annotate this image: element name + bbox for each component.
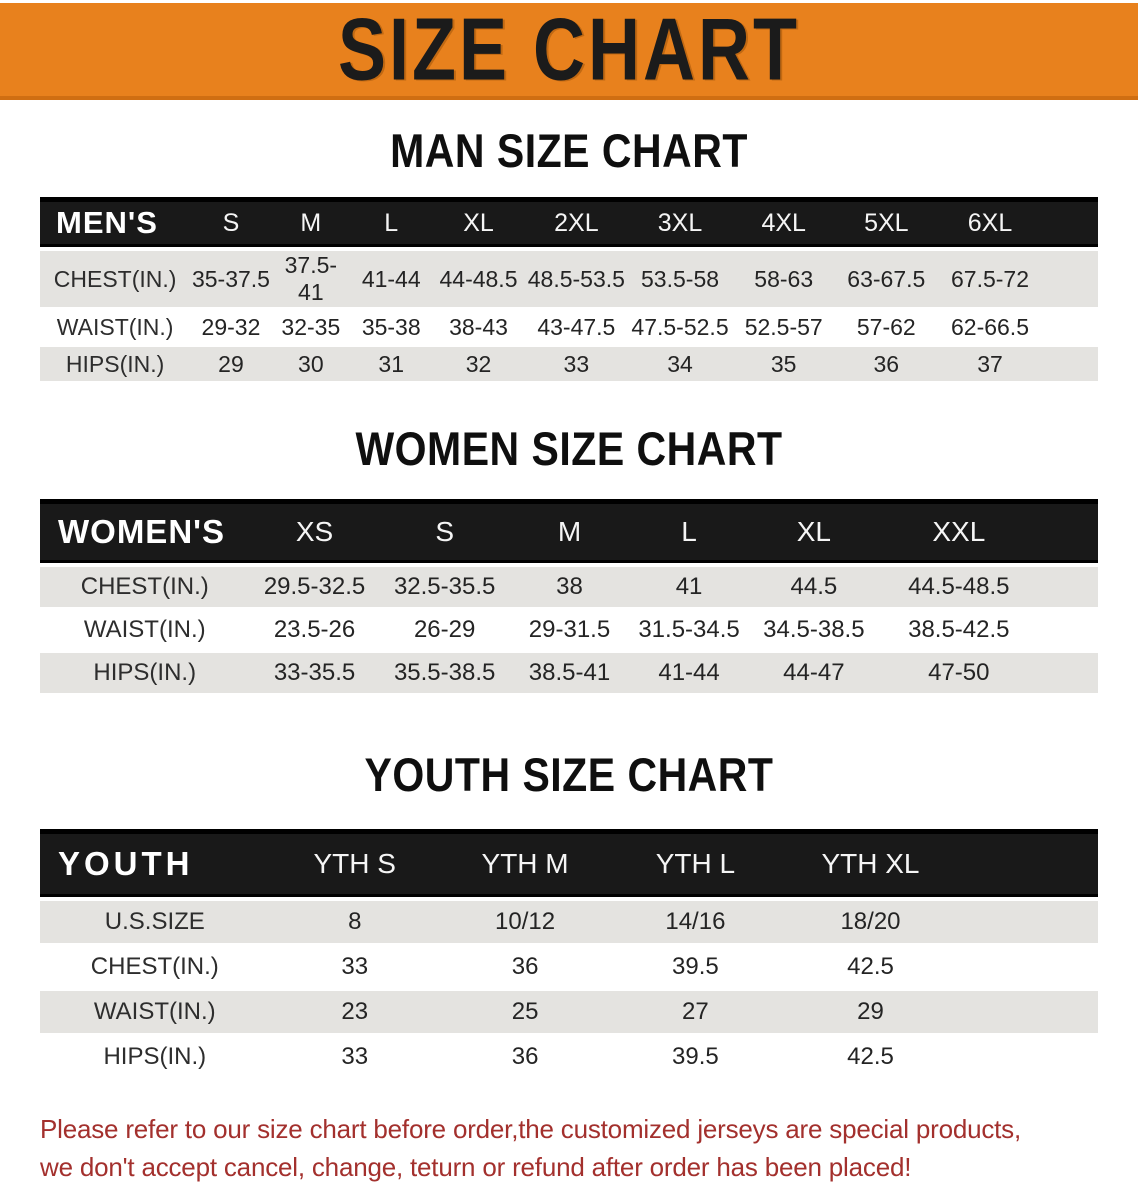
size-value-cell: 44.5-48.5 xyxy=(879,565,1039,609)
size-value-cell: 52.5-57 xyxy=(732,309,836,346)
size-value-cell: 37 xyxy=(937,346,1043,383)
table-header-row xyxy=(40,830,1098,899)
size-value-cell: 36 xyxy=(440,945,610,990)
filler-cell xyxy=(960,1035,1098,1080)
table-row xyxy=(40,249,1098,309)
size-column-header: S xyxy=(190,198,271,249)
size-value-cell: 48.5-53.5 xyxy=(525,249,629,309)
size-value-cell: 27 xyxy=(610,990,780,1035)
size-value-cell: 39.5 xyxy=(610,1035,780,1080)
size-value-cell: 29.5-32.5 xyxy=(249,565,379,609)
filler-cell xyxy=(960,899,1098,945)
size-value-cell: 26-29 xyxy=(380,609,510,652)
row-label: CHEST(IN.) xyxy=(40,565,249,609)
size-value-cell: 23 xyxy=(270,990,440,1035)
man-size-chart-title: MAN SIZE CHART xyxy=(390,124,748,178)
table-row xyxy=(40,990,1098,1035)
size-value-cell: 14/16 xyxy=(610,899,780,945)
size-column-header: XL xyxy=(749,500,879,565)
size-value-cell: 33 xyxy=(270,945,440,990)
size-value-cell: 37.5-41 xyxy=(272,249,350,309)
size-value-cell: 33 xyxy=(525,346,629,383)
size-value-cell: 44-47 xyxy=(749,652,879,695)
size-column-header: 2XL xyxy=(525,198,629,249)
disclaimer-line-1: Please refer to our size chart before order,the customized jerseys are special products, xyxy=(40,1114,1022,1144)
size-value-cell: 41-44 xyxy=(350,249,433,309)
size-value-cell: 38 xyxy=(510,565,630,609)
size-value-cell: 31 xyxy=(350,346,433,383)
size-column-header: 4XL xyxy=(732,198,836,249)
size-value-cell: 57-62 xyxy=(836,309,938,346)
size-value-cell: 44-48.5 xyxy=(432,249,524,309)
table-row xyxy=(40,309,1098,346)
size-value-cell: 34.5-38.5 xyxy=(749,609,879,652)
filler-cell xyxy=(1039,565,1098,609)
filler-cell xyxy=(1039,609,1098,652)
size-value-cell: 38-43 xyxy=(432,309,524,346)
size-value-cell: 8 xyxy=(270,899,440,945)
size-value-cell: 10/12 xyxy=(440,899,610,945)
size-value-cell: 38.5-42.5 xyxy=(879,609,1039,652)
size-value-cell: 35-38 xyxy=(350,309,433,346)
size-column-header: XS xyxy=(249,500,379,565)
size-value-cell: 34 xyxy=(628,346,732,383)
filler-cell xyxy=(1043,249,1098,309)
youth-size-table xyxy=(40,829,1098,1081)
size-value-cell: 36 xyxy=(836,346,938,383)
filler-cell xyxy=(960,945,1098,990)
size-value-cell: 31.5-34.5 xyxy=(629,609,749,652)
size-value-cell: 29-32 xyxy=(190,309,271,346)
size-chart-banner xyxy=(0,0,1138,100)
size-value-cell: 42.5 xyxy=(781,945,961,990)
row-label: U.S.SIZE xyxy=(40,899,270,945)
table-row xyxy=(40,652,1098,695)
size-value-cell: 41 xyxy=(629,565,749,609)
size-column-header: XXL xyxy=(879,500,1039,565)
size-column-header: YTH S xyxy=(270,830,440,899)
size-value-cell: 39.5 xyxy=(610,945,780,990)
size-column-header: YTH XL xyxy=(781,830,961,899)
size-value-cell: 36 xyxy=(440,1035,610,1080)
table-header-label: YOUTH xyxy=(40,830,270,899)
size-value-cell: 29 xyxy=(190,346,271,383)
size-value-cell: 43-47.5 xyxy=(525,309,629,346)
size-column-header: L xyxy=(350,198,433,249)
youth-size-chart-title: YOUTH SIZE CHART xyxy=(364,748,774,802)
size-value-cell: 53.5-58 xyxy=(628,249,732,309)
row-label: HIPS(IN.) xyxy=(40,346,190,383)
size-column-header: M xyxy=(272,198,350,249)
filler-cell xyxy=(1039,652,1098,695)
row-label: CHEST(IN.) xyxy=(40,945,270,990)
size-value-cell: 63-67.5 xyxy=(836,249,938,309)
row-label: WAIST(IN.) xyxy=(40,309,190,346)
header-filler xyxy=(1039,500,1098,565)
table-row xyxy=(40,346,1098,383)
size-value-cell: 38.5-41 xyxy=(510,652,630,695)
size-value-cell: 30 xyxy=(272,346,350,383)
table-header-row xyxy=(40,198,1098,249)
table-row xyxy=(40,1035,1098,1080)
size-value-cell: 35-37.5 xyxy=(190,249,271,309)
table-row xyxy=(40,609,1098,652)
size-column-header: 5XL xyxy=(836,198,938,249)
size-column-header: 3XL xyxy=(628,198,732,249)
header-filler xyxy=(960,830,1098,899)
banner-title: SIZE CHART xyxy=(338,0,800,99)
size-value-cell: 35.5-38.5 xyxy=(380,652,510,695)
size-value-cell: 33-35.5 xyxy=(249,652,379,695)
filler-cell xyxy=(960,990,1098,1035)
size-value-cell: 23.5-26 xyxy=(249,609,379,652)
size-value-cell: 18/20 xyxy=(781,899,961,945)
disclaimer-line-2: we don't accept cancel, change, teturn or refund after order has been placed! xyxy=(40,1151,912,1182)
size-value-cell: 47.5-52.5 xyxy=(628,309,732,346)
size-value-cell: 33 xyxy=(270,1035,440,1080)
size-column-header: M xyxy=(510,500,630,565)
size-value-cell: 62-66.5 xyxy=(937,309,1043,346)
size-column-header: S xyxy=(380,500,510,565)
size-value-cell: 32.5-35.5 xyxy=(380,565,510,609)
table-row xyxy=(40,945,1098,990)
size-value-cell: 67.5-72 xyxy=(937,249,1043,309)
size-value-cell: 32-35 xyxy=(272,309,350,346)
table-header-row xyxy=(40,500,1098,565)
table-header-label: MEN'S xyxy=(40,198,190,249)
disclaimer-text xyxy=(40,1111,1138,1186)
row-label: WAIST(IN.) xyxy=(40,990,270,1035)
size-value-cell: 42.5 xyxy=(781,1035,961,1080)
mens-size-table xyxy=(40,197,1098,384)
size-column-header: YTH M xyxy=(440,830,610,899)
size-column-header: 6XL xyxy=(937,198,1043,249)
size-value-cell: 29-31.5 xyxy=(510,609,630,652)
size-value-cell: 29 xyxy=(781,990,961,1035)
table-header-label: WOMEN'S xyxy=(40,500,249,565)
size-value-cell: 47-50 xyxy=(879,652,1039,695)
row-label: HIPS(IN.) xyxy=(40,652,249,695)
table-row xyxy=(40,899,1098,945)
size-value-cell: 35 xyxy=(732,346,836,383)
filler-cell xyxy=(1043,309,1098,346)
filler-cell xyxy=(1043,346,1098,383)
size-column-header: L xyxy=(629,500,749,565)
women-size-chart-title: WOMEN SIZE CHART xyxy=(355,422,783,476)
size-value-cell: 25 xyxy=(440,990,610,1035)
size-value-cell: 58-63 xyxy=(732,249,836,309)
size-column-header: YTH L xyxy=(610,830,780,899)
row-label: HIPS(IN.) xyxy=(40,1035,270,1080)
header-filler xyxy=(1043,198,1098,249)
size-column-header: XL xyxy=(432,198,524,249)
size-value-cell: 32 xyxy=(432,346,524,383)
table-row xyxy=(40,565,1098,609)
row-label: WAIST(IN.) xyxy=(40,609,249,652)
size-value-cell: 41-44 xyxy=(629,652,749,695)
size-value-cell: 44.5 xyxy=(749,565,879,609)
row-label: CHEST(IN.) xyxy=(40,249,190,309)
womens-size-table xyxy=(40,499,1098,696)
